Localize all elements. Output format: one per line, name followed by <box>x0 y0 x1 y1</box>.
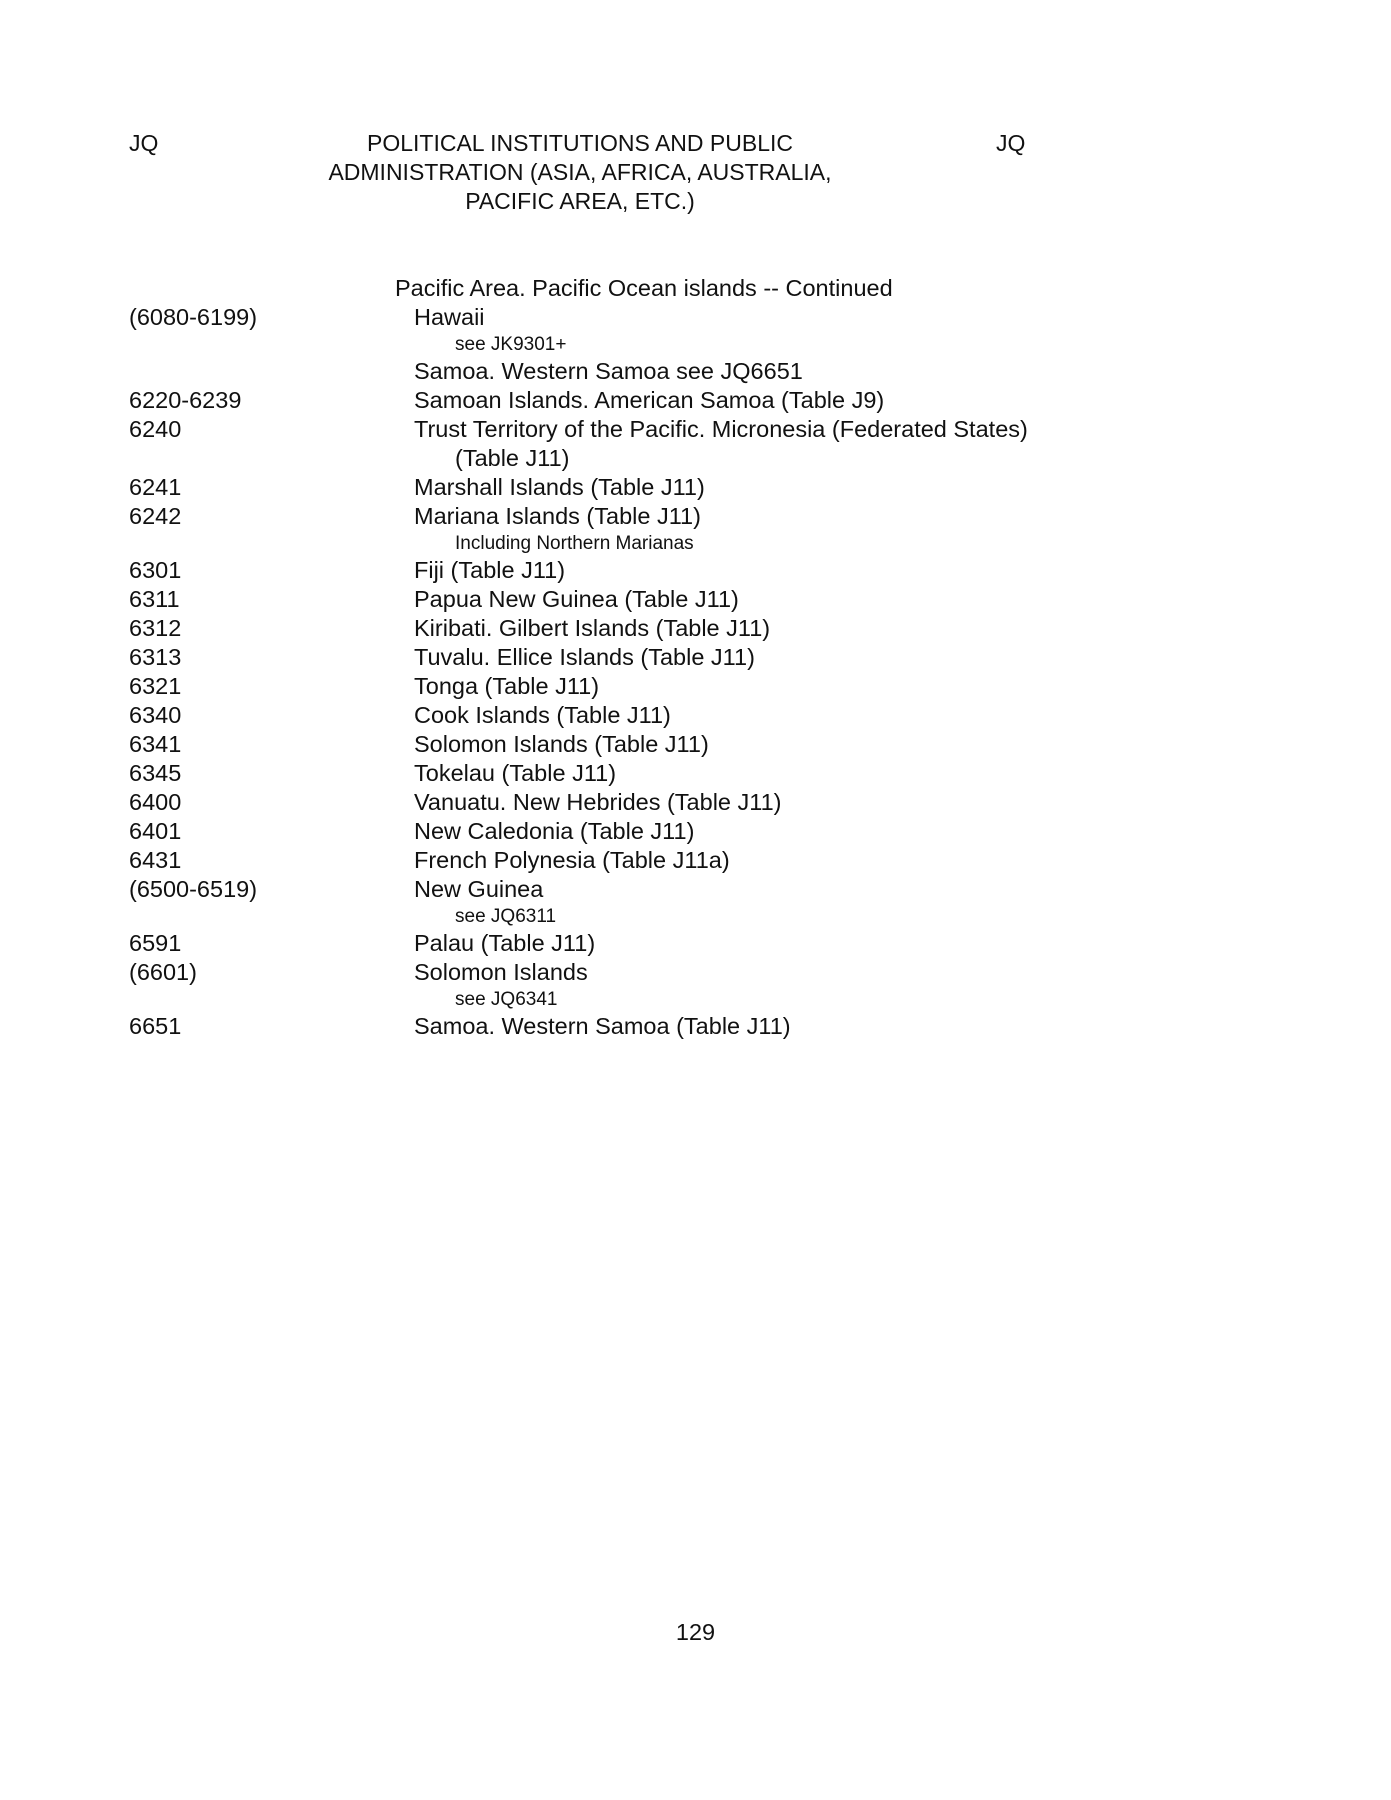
entry-row <box>0 1012 1391 1041</box>
page-number: 129 <box>675 1619 716 1645</box>
entry-caption: Solomon Islands <box>414 959 588 985</box>
class-number: (6500-6519) <box>129 876 258 902</box>
entry-row <box>0 415 1391 444</box>
entry-row <box>0 672 1391 701</box>
entry-row <box>0 473 1391 502</box>
entry-note <box>0 531 1391 556</box>
class-number: (6601) <box>129 959 197 985</box>
entry-row-continuation <box>0 444 1391 473</box>
class-number: 6312 <box>129 615 182 641</box>
entry-row <box>0 303 1391 332</box>
entry-caption: Samoa. Western Samoa see JQ6651 <box>414 358 803 384</box>
entry-caption: Vanuatu. New Hebrides (Table J11) <box>414 789 782 815</box>
page-title-line-1: POLITICAL INSTITUTIONS AND PUBLIC <box>366 130 793 156</box>
see-reference: see JQ6341 <box>455 989 558 1010</box>
entry-caption: New Caledonia (Table J11) <box>414 818 695 844</box>
entry-row <box>0 357 1391 386</box>
class-number: 6431 <box>129 847 182 873</box>
entry-caption: Kiribati. Gilbert Islands (Table J11) <box>414 615 771 641</box>
entry-caption: Palau (Table J11) <box>414 930 596 956</box>
page-title-line-2: ADMINISTRATION (ASIA, AFRICA, AUSTRALIA, <box>328 159 832 185</box>
entry-caption: Samoa. Western Samoa (Table J11) <box>414 1013 791 1039</box>
class-number: 6242 <box>129 503 182 529</box>
header-left-code: JQ <box>129 130 159 156</box>
class-number: 6591 <box>129 930 182 956</box>
entry-caption: Trust Territory of the Pacific. Micronesia (Federated States) <box>414 416 1028 442</box>
entry-row <box>0 585 1391 614</box>
class-number: 6321 <box>129 673 182 699</box>
page-title <box>280 129 880 216</box>
class-number: 6220-6239 <box>129 387 242 413</box>
entry-caption: French Polynesia (Table J11a) <box>414 847 730 873</box>
class-number: 6241 <box>129 474 182 500</box>
entry-row <box>0 556 1391 585</box>
header-right-code: JQ <box>996 130 1026 156</box>
entry-caption: Marshall Islands (Table J11) <box>414 474 705 500</box>
entry-row <box>0 846 1391 875</box>
entry-row <box>0 386 1391 415</box>
entry-row <box>0 701 1391 730</box>
page-title-line-3: PACIFIC AREA, ETC.) <box>465 188 695 214</box>
entry-caption: Mariana Islands (Table J11) <box>414 503 701 529</box>
entry-row <box>0 788 1391 817</box>
entry-caption: Tonga (Table J11) <box>414 673 600 699</box>
entry-row <box>0 817 1391 846</box>
class-number: 6401 <box>129 818 182 844</box>
section-heading: Pacific Area. Pacific Ocean islands -- Continued <box>395 275 893 301</box>
classification-entries <box>0 303 1391 1041</box>
class-number: 6340 <box>129 702 182 728</box>
entry-caption: Tokelau (Table J11) <box>414 760 617 786</box>
class-number: 6400 <box>129 789 182 815</box>
entry-row <box>0 730 1391 759</box>
class-number: 6240 <box>129 416 182 442</box>
entry-caption: Papua New Guinea (Table J11) <box>414 586 739 612</box>
class-number: 6301 <box>129 557 182 583</box>
entry-caption: Fiji (Table J11) <box>414 557 566 583</box>
entry-caption: Samoan Islands. American Samoa (Table J9) <box>414 387 885 413</box>
entry-row <box>0 643 1391 672</box>
entry-caption: Solomon Islands (Table J11) <box>414 731 709 757</box>
entry-row <box>0 875 1391 904</box>
see-reference: see JK9301+ <box>455 334 567 355</box>
entry-row <box>0 502 1391 531</box>
class-number: 6651 <box>129 1013 182 1039</box>
entry-row <box>0 614 1391 643</box>
entry-caption: Hawaii <box>414 304 485 330</box>
class-number: (6080-6199) <box>129 304 258 330</box>
see-reference: see JQ6311 <box>455 906 557 927</box>
scope-note: Including Northern Marianas <box>455 533 694 554</box>
entry-caption: (Table J11) <box>455 445 570 471</box>
entry-row <box>0 958 1391 987</box>
class-number: 6341 <box>129 731 182 757</box>
class-number: 6345 <box>129 760 182 786</box>
entry-row <box>0 759 1391 788</box>
class-number: 6311 <box>129 586 180 612</box>
entry-note <box>0 904 1391 929</box>
entry-caption: Tuvalu. Ellice Islands (Table J11) <box>414 644 755 670</box>
entry-note <box>0 332 1391 357</box>
entry-caption: New Guinea <box>414 876 544 902</box>
entry-row <box>0 929 1391 958</box>
entry-caption: Cook Islands (Table J11) <box>414 702 671 728</box>
entry-note <box>0 987 1391 1012</box>
class-number: 6313 <box>129 644 182 670</box>
